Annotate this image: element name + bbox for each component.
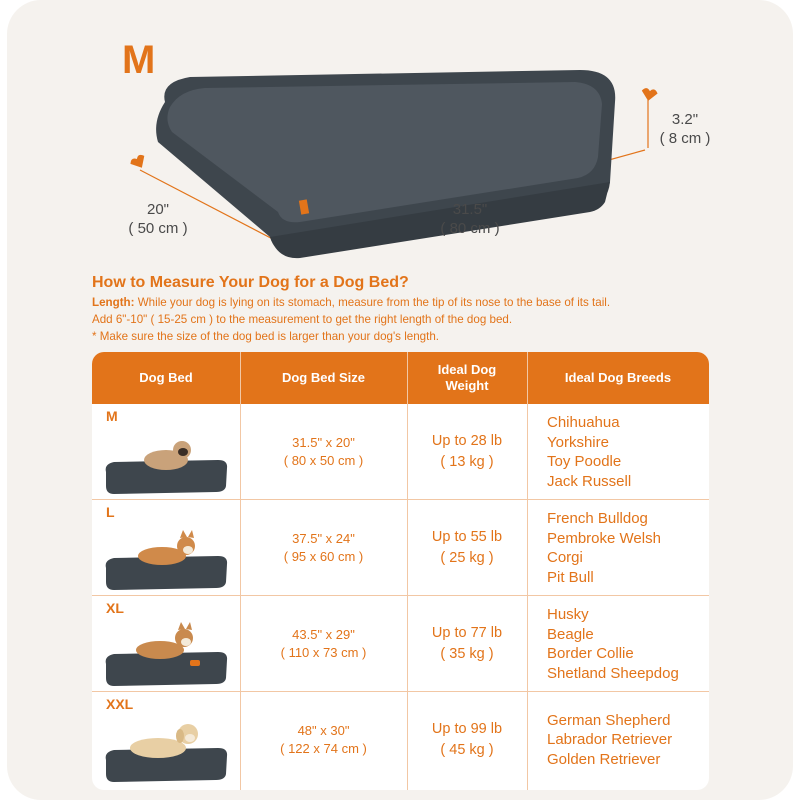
breed-item: Beagle [547, 625, 594, 643]
measure-line-2: Add 6"-10" ( 15-25 cm ) to the measurement to get the right length of the dog bed. [92, 313, 513, 326]
bed-size-cm: ( 122 x 74 cm ) [280, 741, 367, 756]
weight-lb: Up to 99 lb [431, 721, 503, 737]
bed-size-cell [240, 692, 407, 788]
bed-size-inches: 48" x 30" [297, 723, 350, 738]
length-label: Length: [92, 296, 135, 309]
breed-item: Pembroke Welsh [547, 529, 661, 547]
bed-depth-cm: ( 50 cm ) [128, 220, 188, 237]
bed-size-cm: ( 80 x 50 cm ) [283, 453, 364, 468]
row-size-tag: M [106, 408, 118, 424]
breed-item: Corgi [547, 549, 583, 566]
breed-item: German Shepherd [547, 711, 671, 729]
bed-depth-inches: 20" [146, 201, 169, 218]
dog-bed-image [150, 62, 620, 262]
breed-item: Border Collie [547, 645, 634, 662]
breed-item: Pit Bull [547, 568, 594, 586]
measure-line-1 [92, 294, 732, 311]
weight-kg: ( 35 kg ) [440, 646, 494, 662]
measure-line-1-text: While your dog is lying on its stomach, measure from the tip of its nose to the base of its tail. [134, 296, 611, 309]
breeds-cell [527, 596, 709, 692]
bed-size-cm: ( 110 x 73 cm ) [280, 645, 367, 660]
size-letter: M [122, 38, 156, 82]
weight-lb: Up to 77 lb [431, 625, 503, 641]
bed-length-cm: ( 80 cm ) [440, 220, 500, 237]
breed-item: Labrador Retriever [547, 731, 673, 749]
table-row [92, 692, 709, 788]
bed-height-inches: 3.2" [671, 111, 699, 128]
bed-size-inches: 43.5" x 29" [292, 627, 355, 642]
breed-item: Jack Russell [547, 472, 632, 490]
header-weight-line2: Weight [445, 378, 489, 393]
bed-size-cell [240, 596, 407, 692]
breed-item: Toy Poodle [547, 453, 622, 470]
breed-item: Chihuahua [547, 414, 620, 431]
weight-cell [407, 596, 527, 692]
header-dog-bed: Dog Bed [139, 370, 193, 385]
weight-kg: ( 45 kg ) [440, 742, 494, 758]
header-weight-line1: Ideal Dog [437, 362, 497, 377]
weight-kg: ( 13 kg ) [440, 454, 494, 470]
row-size-tag: XL [106, 600, 124, 616]
header-breeds: Ideal Dog Breeds [564, 370, 672, 385]
dog-on-bed-image [100, 708, 232, 786]
bed-size-inches: 31.5" x 20" [292, 435, 355, 450]
bed-size-cm: ( 95 x 60 cm ) [283, 549, 364, 564]
dog-on-bed-image [100, 420, 232, 498]
bed-size-cell [240, 404, 407, 500]
bed-depth-label [118, 200, 198, 238]
bed-length-inches: 31.5" [452, 201, 488, 218]
breeds-cell [527, 404, 709, 500]
row-size-tag: L [106, 504, 115, 520]
weight-cell [407, 692, 527, 788]
bed-length-label [422, 200, 518, 238]
breed-item: Husky [547, 606, 589, 623]
dog-on-bed-image [100, 516, 232, 594]
size-chart-table [92, 352, 709, 790]
row-size-tag: XXL [106, 696, 134, 712]
measure-guide-text [92, 294, 732, 345]
breeds-cell [527, 500, 709, 596]
breeds-cell [527, 692, 709, 788]
weight-kg: ( 25 kg ) [440, 550, 494, 566]
table-row [92, 404, 709, 500]
breed-item: Yorkshire [547, 433, 609, 451]
weight-cell [407, 500, 527, 596]
weight-cell [407, 404, 527, 500]
measure-note: * Make sure the size of the dog bed is larger than your dog's length. [92, 330, 440, 343]
header-bed-size: Dog Bed Size [281, 370, 366, 385]
bed-size-cell [240, 500, 407, 596]
table-row [92, 500, 709, 596]
bed-size-inches: 37.5" x 24" [292, 531, 355, 546]
dog-on-bed-image [100, 612, 232, 690]
bed-height-cm: ( 8 cm ) [659, 130, 711, 147]
weight-lb: Up to 55 lb [431, 529, 503, 545]
measure-guide-title: How to Measure Your Dog for a Dog Bed? [92, 274, 409, 291]
table-header [92, 352, 709, 404]
breed-item: French Bulldog [547, 510, 648, 527]
weight-lb: Up to 28 lb [431, 433, 503, 449]
breed-item: Golden Retriever [547, 750, 661, 768]
header-weight [407, 352, 527, 404]
bed-height-label [650, 110, 720, 148]
table-row [92, 596, 709, 692]
breed-item: Shetland Sheepdog [547, 664, 679, 682]
